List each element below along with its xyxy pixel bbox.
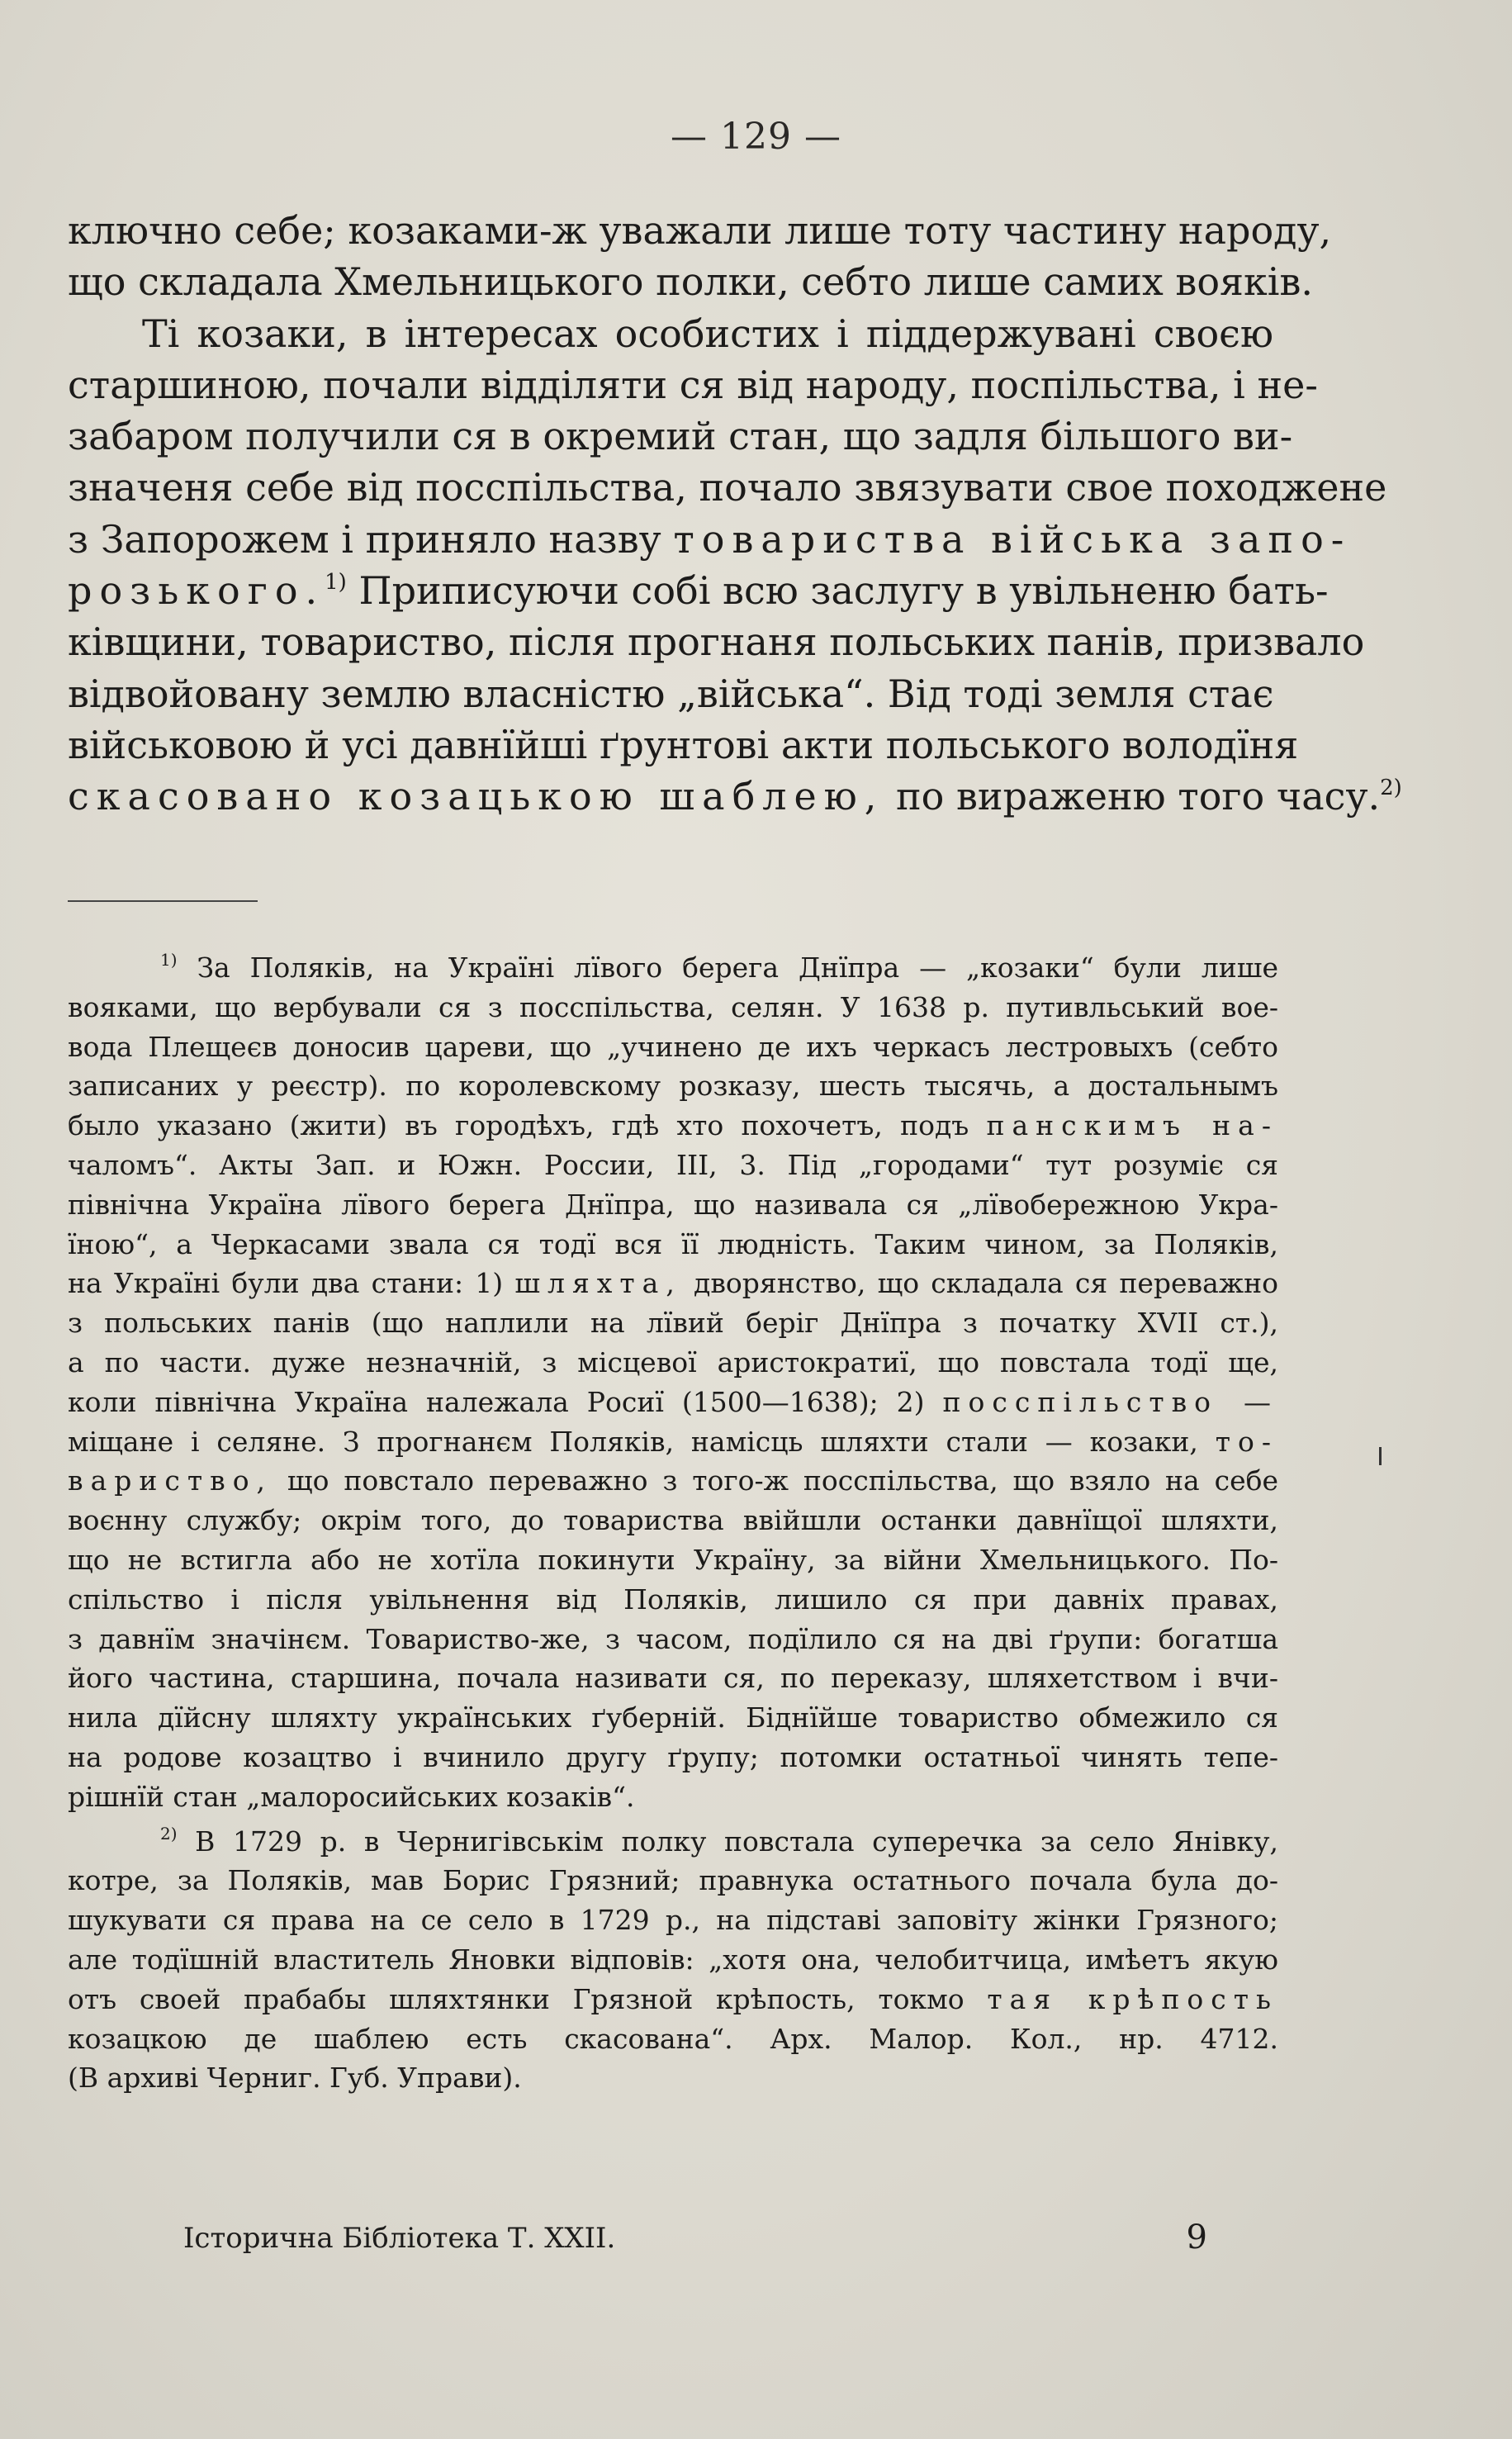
text-line: значеня себе від посспільства, почало звязувати свое походжене bbox=[68, 465, 1387, 510]
text-segment: по вираженю того часу. bbox=[884, 774, 1381, 819]
footnote-line: чаломъ“. Акты Зап. и Южн. России, III, 3. Під „городами“ тут розуміє ся bbox=[68, 1148, 1278, 1181]
footnote-line: спільство і після увільнення від Поляків, лишило ся при давніх правах, bbox=[68, 1583, 1278, 1616]
text-segment: Приписуючи собі всю заслугу в увільненю бать- bbox=[346, 568, 1329, 614]
book-title: Історична Бібліотека Т. XXII. bbox=[183, 2222, 616, 2255]
text-line: старшиною, почали відділяти ся від народу, поспільства, і не- bbox=[68, 362, 1318, 407]
text-line bbox=[68, 514, 1352, 565]
signature-mark: 9 bbox=[1186, 2218, 1207, 2256]
footnote-divider bbox=[68, 900, 258, 902]
footnote-line: рішнїй стан „малоросийських козаків“. bbox=[68, 1780, 635, 1813]
footnote-line bbox=[68, 948, 1278, 988]
text-segment: В 1729 р. в Чернигівськім полку повстала суперечка за село Янівку, bbox=[177, 1825, 1278, 1858]
text-segment: міщане і селяне. З прогнанєм Поляків, намісць шляхти стали — козаки, bbox=[68, 1425, 1198, 1458]
text-segment: з Запорожем і приняло назву bbox=[68, 516, 661, 562]
footnote-line bbox=[68, 1822, 1278, 1862]
footnote-line: з давнїм значінєм. Товариство-же, з часом, подїлило ся на дві ґрупи: богатша bbox=[68, 1622, 1278, 1655]
footnote-line: а по части. дуже незначній, з місцевої аристократиї, що повстала тодї ще, bbox=[68, 1345, 1278, 1378]
footnote-line: північна Україна лївого берега Днїпра, що називала ся „лївобережною Укра- bbox=[68, 1188, 1278, 1221]
spaced-term: шляхта, bbox=[514, 1267, 682, 1300]
footnote-marker-1: 1) bbox=[160, 950, 178, 970]
footnote-line: що не встигла або не хотїла покинути Україну, за війни Хмельницького. По- bbox=[68, 1543, 1278, 1576]
footnote-marker-2: 2) bbox=[160, 1823, 178, 1843]
text-segment: коли північна Україна належала Росиї (1500—1638); 2) bbox=[68, 1385, 925, 1418]
text-line: Ті козаки, в інтересах особистих і піддержувані своєю bbox=[142, 311, 1273, 356]
spaced-term: панскимъ на- bbox=[986, 1109, 1278, 1142]
margin-mark bbox=[1379, 1447, 1382, 1465]
footnote-ref-1[interactable]: 1) bbox=[325, 570, 347, 596]
text-line: що складала Хмельницького полки, себто лише самих вояків. bbox=[68, 259, 1314, 305]
footnote-line bbox=[68, 1383, 1278, 1422]
text-line: забаром получили ся в окремий стан, що задля більшого ви- bbox=[68, 414, 1293, 459]
footnote-line: котре, за Поляків, мав Борис Грязний; правнука остатнього почала була до- bbox=[68, 1864, 1278, 1897]
footnote-ref-2[interactable]: 2) bbox=[1380, 776, 1402, 801]
footnote-line: воєнну службу; окрім того, до товариства ввійшли останки давнїщої шляхти, bbox=[68, 1504, 1278, 1537]
footnote-line bbox=[68, 1106, 1278, 1146]
footnote-line: шукувати ся права на се село в 1729 р., на підставі заповіту жінки Грязного; bbox=[68, 1904, 1278, 1937]
spaced-term: товариства війська запо- bbox=[673, 516, 1352, 562]
text-line: ківщини, товариство, після прогнаня польських панів, призвало bbox=[68, 619, 1365, 665]
footnote-line: на родове козацтво і вчинило другу ґрупу; потомки остатньої чинять тепе- bbox=[68, 1740, 1278, 1773]
text-segment: За Поляків, на Україні лївого берега Днїпра — „козаки“ були лише bbox=[177, 951, 1278, 984]
spaced-term: скасовано козацькою шаблею, bbox=[68, 774, 884, 819]
footnote-line: з польських панів (що наплили на лївий беріг Днїпра з початку XVII ст.), bbox=[68, 1307, 1278, 1340]
text-line bbox=[68, 565, 1329, 616]
footnote-line: нила дїйсну шляхту українських ґуберній. Біднїйше товариство обмежило ся bbox=[68, 1701, 1278, 1734]
footnote-line: козацкою де шаблею есть скасована“. Арх. Малор. Кол., нр. 4712. bbox=[68, 2022, 1278, 2055]
text-segment: отъ своей прабабы шляхтянки Грязной крѣпость, токмо bbox=[68, 1982, 965, 2015]
footnote-line: вода Плещеєв доносив цареви, що „учинено де ихъ черкасъ лестровыхъ (себто bbox=[68, 1030, 1278, 1063]
spaced-term: вариство, bbox=[68, 1464, 273, 1497]
footnote-line: вояками, що вербували ся з посспільства, селян. У 1638 р. путивльський вое- bbox=[68, 990, 1278, 1023]
footnote-line bbox=[68, 1980, 1278, 2019]
text-line: військовою й усі давнїйші ґрунтові акти польського володїня bbox=[68, 722, 1299, 767]
text-line bbox=[68, 771, 1402, 822]
page-number: — 129 — bbox=[671, 116, 841, 158]
text-segment: на Україні були два стани: 1) bbox=[68, 1267, 504, 1300]
footnote-line: його частина, старшина, почала називати ся, по переказу, шляхетством і вчи- bbox=[68, 1662, 1278, 1695]
footnote-line: їною“, а Черкасами звала ся тодї вся її людність. Таким чином, за Поляків, bbox=[68, 1227, 1278, 1260]
text-segment: было указано (жити) въ городѣхъ, гдѣ хто похочетъ, подъ bbox=[68, 1109, 969, 1142]
footnote-line bbox=[68, 1461, 1278, 1501]
footnote-line: але тодїшній властитель Яновки відповів: „хотя она, челобитчица, имѣетъ якую bbox=[68, 1943, 1278, 1976]
footnote-line bbox=[68, 1422, 1278, 1462]
spaced-term: розького. bbox=[68, 568, 325, 614]
spaced-term: то- bbox=[1215, 1425, 1278, 1458]
main-text bbox=[68, 205, 1402, 823]
footnote-line: (В архиві Черниг. Губ. Управи). bbox=[68, 2062, 522, 2095]
footnote-line bbox=[68, 1264, 1278, 1303]
spaced-term: посспільство — bbox=[942, 1385, 1278, 1418]
spaced-term: тая крѣпость bbox=[987, 1982, 1278, 2015]
text-line: відвойовану землю власністю „війська“. Від тоді земля стає bbox=[68, 671, 1274, 716]
text-line: ключно себе; козаками-ж уважали лише тоту частину народу, bbox=[68, 208, 1332, 253]
text-segment: дворянство, що складала ся переважно bbox=[681, 1267, 1278, 1300]
footnotes bbox=[68, 948, 1278, 2098]
text-segment: що повстало переважно з того-ж посспільства, що взяло на себе bbox=[287, 1464, 1278, 1497]
footnote-line: записаних у реєстр). по королевскому розказу, шесть тысячь, а достальнымъ bbox=[68, 1070, 1278, 1103]
